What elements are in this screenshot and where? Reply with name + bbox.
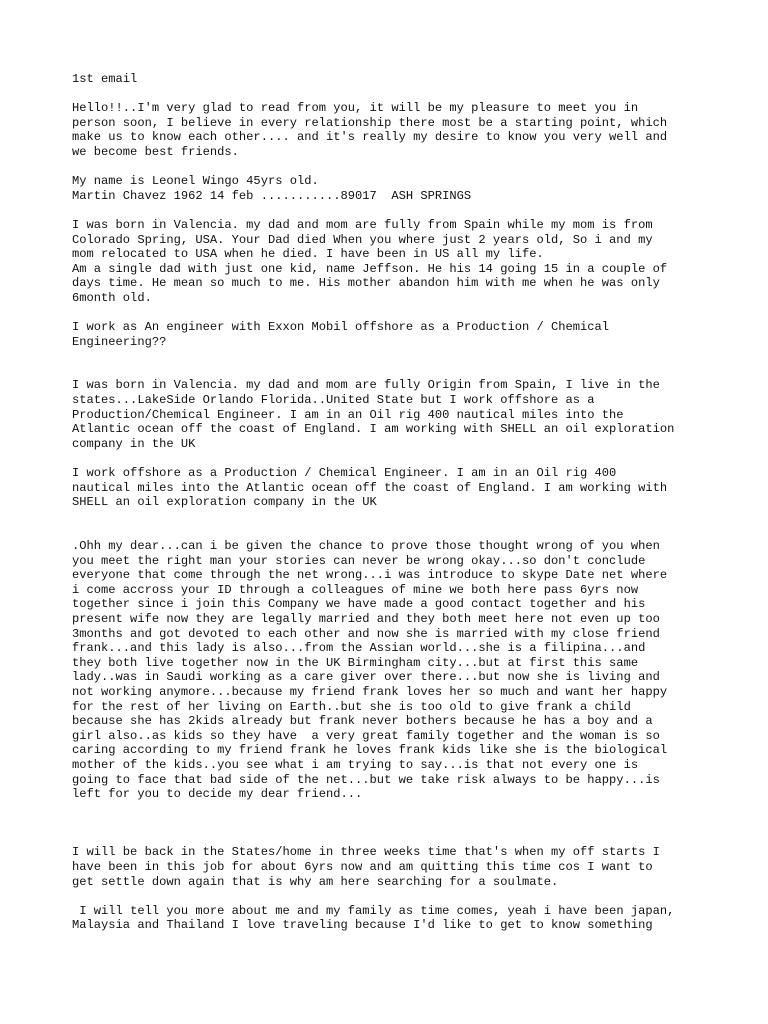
paragraph-story: .Ohh my dear...can i be given the chance to prove those thought wrong of you when you meet the right man your stories can never be wrong okay...so don't conclude everyone that come through the net wrong...i was introduce to skype Date net where i come accross your ID through a colleagues of mine we both here pass 6yrs now together since i join this Company we have made a good contact together and his present wife now they are legally married and they both meet here not even up too 3months and got devoted to each other and now she is married with my close friend frank...and this lady is also...from the Assian world...she is a filipina...and they both live together now in the UK Birmingham city...but at first this same lady..was in Saudi working as a care giver over there...but now she is living and not working anymore...because my friend frank loves her so much and want her happy for the rest of her living on Earth..but she is too old to give frank a child because she has 2kids already but frank never bothers because he has a boy and a girl also..as kids so they have a very great family together and the woman is so caring according to my friend frank he loves frank kids like she is the biological mother of the kids..you see what i am trying to say...is that not every one is going to face that bad side of the net...but we take risk always to be happy...is left for you to decide my dear friend...	[72, 539, 668, 802]
email-document	[72, 72, 712, 948]
paragraph-return: I will be back in the States/home in three weeks time that's when my off starts I have been in this job for about 6yrs now and am quitting this time cos I want to get settle down again that is why am here searching for a soulmate.	[72, 845, 660, 889]
paragraph-background: I was born in Valencia. my dad and mom are fully from Spain while my mom is from Colorado Spring, USA. Your Dad died When you where just 2 years old, So i and my mom relocated to USA when he died. I have been in US all my life. Am a single dad with just one kid, name Jeffson. He his 14 going 15 in a couple of days time. He mean so much to me. His mother abandon him with me when he was only 6month old.	[72, 217, 668, 305]
paragraph-origin: I was born in Valencia. my dad and mom are fully Origin from Spain, I live in the states...LakeSide Orlando Florida..United State but I work offshore as a Production/Chemical Engineer. I am in an Oil rig 400 nautical miles into the Atlantic ocean off the coast of England. I am working with SHELL an oil exploration company in the UK	[72, 378, 675, 451]
paragraph-job: I work as An engineer with Exxon Mobil offshore as a Production / Chemical Engineering??	[72, 320, 610, 349]
paragraph-offshore: I work offshore as a Production / Chemical Engineer. I am in an Oil rig 400 nautical miles into the Atlantic ocean off the coast of England. I am working with SHELL an oil exploration company in the UK	[72, 466, 668, 510]
email-heading: 1st email	[72, 72, 138, 86]
paragraph-name: My name is Leonel Wingo 45yrs old. Martin Chavez 1962 14 feb ...........89017 ASH SPRINGS	[72, 174, 472, 203]
paragraph-greeting: Hello!!..I'm very glad to read from you, it will be my pleasure to meet you in person soon, I believe in every relationship there most be a starting point, which make us to know each other.... and it's really my desire to know you very well and we become best friends.	[72, 101, 668, 159]
paragraph-travel: I will tell you more about me and my family as time comes, yeah i have been japan, Malaysia and Thailand I love traveling because I'd like to get to know something	[72, 903, 675, 933]
